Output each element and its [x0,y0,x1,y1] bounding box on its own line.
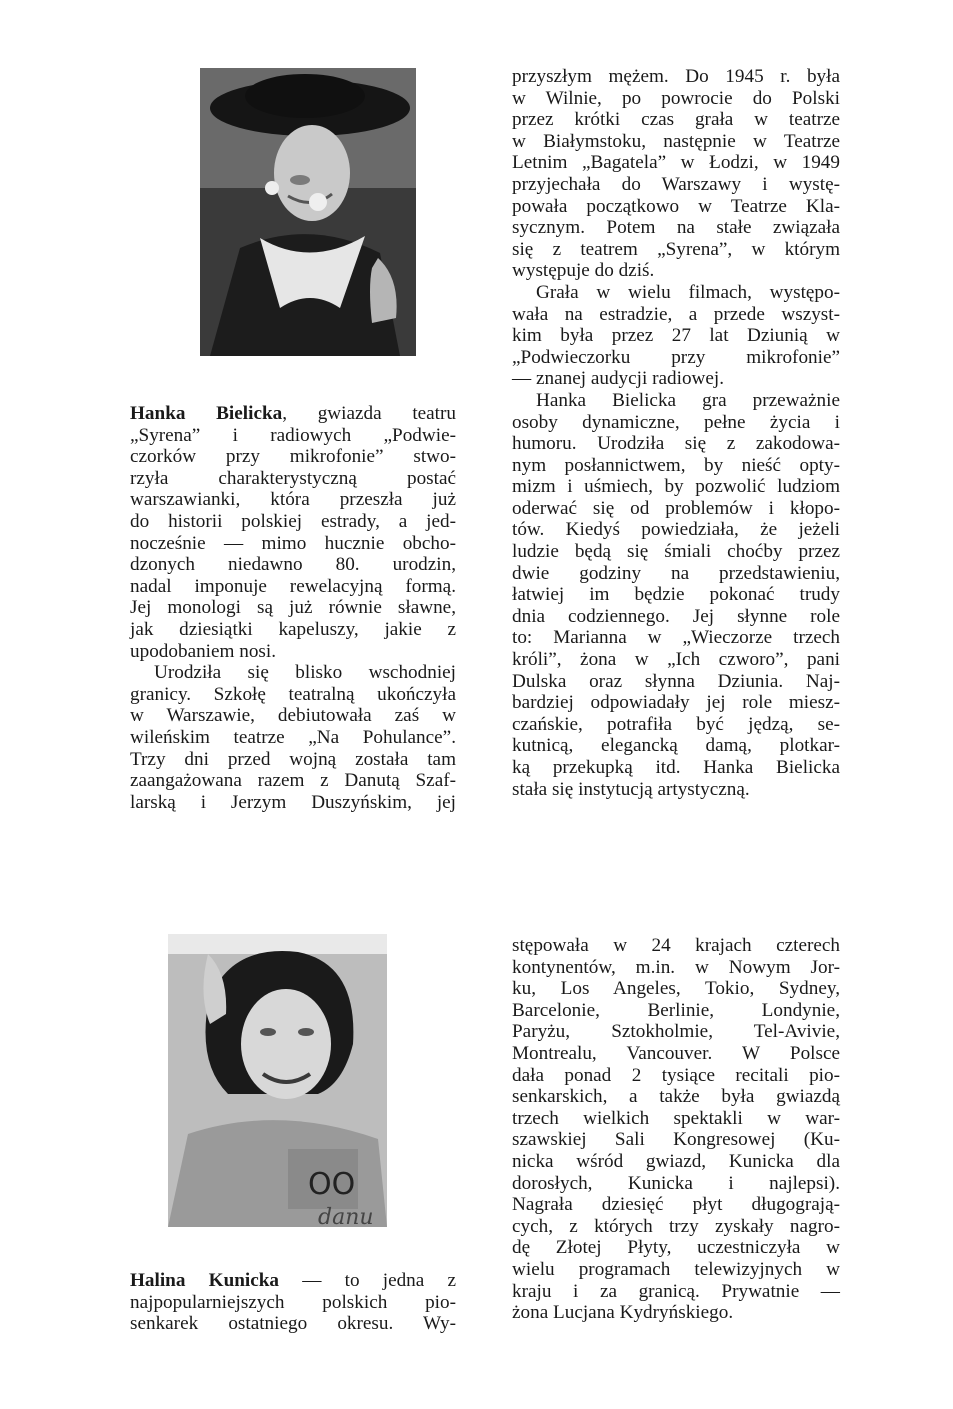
text-line [130,576,456,598]
text-run: Paryżu, Sztokholmie, Tel-Avivie, [512,1021,840,1043]
text-run: przyjechała do Warszawy i wystę- [512,173,840,195]
text-run: Nagrała dziesięć płyt długograją- [512,1194,840,1216]
text-line [512,131,840,153]
text-run: Urodziła się blisko wschodniej [154,662,456,684]
text-run: dnia codziennego. Jej słynne role [512,605,840,627]
text-run: dwie godziny na przedstawieniu, [512,562,840,584]
text-line [130,446,456,468]
text-line [512,498,840,520]
text-line [130,511,456,533]
text-line [512,1086,840,1108]
text-line [512,957,840,979]
text-line [512,455,840,477]
text-run: oderwać się od problemów i kłopo- [512,497,840,519]
text-run: Dulska oraz słynna Dziunia. Naj- [512,670,840,692]
text-run: to: Marianna w „Wieczorze trzech [512,627,840,649]
text-line [512,1151,840,1173]
text-line [512,649,840,671]
text-line [512,1129,840,1151]
text-line [130,425,456,447]
text-line [130,597,456,619]
text-run: — to jedna z [279,1270,456,1291]
text-line [130,533,456,555]
text-run: szawskiej Sali Kongresowej (Ku- [512,1129,840,1151]
text-line [130,770,456,792]
text-line [512,714,840,736]
portrait-photo-icon [200,68,416,356]
text-line [512,671,840,693]
portrait-photo-halina-kunicka [168,934,387,1227]
text-run: senkarek ostatniego okresu. Wy- [130,1313,456,1335]
text-line [130,662,456,684]
text-line [512,368,840,390]
text-run: kontynentów, m.in. w Nowym Jor- [512,956,840,978]
text-line [512,978,840,1000]
text-line [512,433,840,455]
article-column-2-right [512,935,840,1324]
text-run: łatwiej im będzie pokonać trudy [512,584,840,606]
text-run: żona Lucjana Kydryńskiego. [512,1302,734,1324]
text-run: czorków przy mikrofonie” stwo- [130,446,456,468]
text-run: humoru. Urodziła się z zakodowa- [512,433,840,455]
text-line [130,554,456,576]
text-run: dorosłych, Kunicka i najlepsi). [512,1172,840,1194]
text-run: Jej monologi są już równie sławne, [130,597,456,619]
text-line [512,627,840,649]
text-line [512,1173,840,1195]
text-run: kutnicą, elegancką damą, plotkar- [512,735,840,757]
text-run: jak dziesiątki kapeluszy, jakie z [130,618,456,640]
text-line [130,749,456,771]
article-column-2-left [130,1270,456,1335]
article-column-1-right [512,66,840,800]
text-line [512,476,840,498]
text-run: rzyła charakterystyczną postać [130,467,456,489]
text-line [512,109,840,131]
text-line [512,1000,840,1022]
text-line [512,390,840,412]
text-line [512,239,840,261]
portrait-photo-hanka-bielicka [200,68,416,356]
text-run: w Wilnie, po powrocie do Polski [512,87,840,109]
text-line [130,619,456,641]
text-run: przyszłym mężem. Do 1945 r. była [512,66,840,87]
text-run: mizm i uśmiech, by pozwolić ludziom [512,476,840,498]
text-line [130,1292,456,1314]
text-line [512,260,840,282]
text-run: zaangażowana razem z Danutą Szaf- [130,770,456,792]
text-line [130,727,456,749]
text-run: powała początkowo w Teatrze Kla- [512,195,840,217]
text-run: granicy. Szkołę teatralną ukończyła [130,683,456,705]
text-line [512,196,840,218]
text-line [130,489,456,511]
text-run: stała się instytucją artystyczną. [512,778,750,800]
text-run: stępowała w 24 krajach czterech [512,935,840,956]
text-line [512,1043,840,1065]
text-line [130,1270,456,1292]
text-run: nocześnie — mimo hucznie obcho- [130,532,456,554]
text-run: nadal imponuje rewelacyjną formą. [130,575,456,597]
text-run: larską i Jerzym Duszyńskim, jej [130,791,456,813]
text-line [512,519,840,541]
text-run: czańskie, potrafiła być jędzą, se- [512,713,840,735]
text-line [512,347,840,369]
text-line [512,779,840,801]
text-line [512,282,840,304]
svg-text:OO: OO [308,1167,356,1202]
text-run: wileńskim teatrze „Na Pohulance”. [130,726,456,748]
text-line [512,66,840,88]
text-run: się z teatrem „Syrena”, w którym [512,238,840,260]
svg-text:danu: danu [318,1205,374,1227]
text-run: Grała w wielu filmach, występo- [536,281,840,303]
text-line [130,684,456,706]
text-line [130,468,456,490]
text-line [512,1194,840,1216]
text-run: wała na estradzie, a przede wszyst- [512,303,840,325]
text-run: kim była przez 27 lat Dziunią w [512,325,840,347]
text-run: tów. Kiedyś powiedziała, że jeżeli [512,519,840,541]
text-line [512,174,840,196]
text-line [512,1065,840,1087]
text-run: występuje do dziś. [512,260,655,282]
text-line [512,935,840,957]
text-run: sycznym. Potem na stałe związała [512,217,840,239]
text-run: ku, Los Angeles, Tokio, Sydney, [512,978,840,1000]
text-line [130,403,456,425]
text-line [512,1259,840,1281]
text-line [512,584,840,606]
text-run: — znanej audycji radiowej. [512,368,725,390]
text-line [130,641,456,663]
text-line [130,705,456,727]
portrait-photo-icon [168,934,387,1227]
text-run: „Podwieczorku przy mikrofonie” [512,346,840,368]
text-line [512,152,840,174]
text-run: senkarskich, a także była gwiazdą [512,1086,840,1108]
text-run: Barcelonie, Berlinie, Londynie, [512,999,840,1021]
text-run: w Warszawie, debiutowała zaś w [130,705,456,727]
text-line [130,792,456,814]
text-run: dzonych niedawno 80. urodzin, [130,554,456,576]
text-run: w Białymstoku, następnie w Teatrze [512,130,840,152]
text-run: Letnim „Bagatela” w Łodzi, w 1949 [512,152,840,174]
text-line [512,304,840,326]
text-line [512,541,840,563]
text-run: bardziej odpowiadały jej role miesz- [512,692,840,714]
text-run: ką przekupką itd. Hanka Bielicka [512,757,840,778]
text-line [512,88,840,110]
text-line [512,757,840,779]
text-run: wielu programach telewizyjnych w [512,1258,840,1280]
text-line [512,1216,840,1238]
text-run: trzech wielkich spektakli w war- [512,1107,840,1129]
text-line [512,735,840,757]
text-run: Montrealu, Vancouver. W Polsce [512,1042,840,1064]
text-line [512,1281,840,1303]
text-line [512,217,840,239]
text-run: osoby dynamiczne, pełne życia i [512,411,840,433]
text-run: „Syrena” i radiowych „Podwie- [130,424,456,446]
text-line [512,1108,840,1130]
text-run: do historii polskiej estrady, a jed- [130,510,456,532]
text-run: nym posłannictwem, by nieść opty- [512,454,840,476]
text-line [130,1313,456,1335]
text-run: Hanka Bielicka gra przeważnie [536,389,840,411]
text-run: dę Złotej Płyty, uczestniczyła w [512,1237,840,1259]
text-run: warszawianki, która przeszła już [130,489,456,511]
text-line [512,1237,840,1259]
text-run: najpopularniejszych polskich pio- [130,1291,456,1313]
text-run: dała ponad 2 tysiące recitali pio- [512,1064,840,1086]
text-line [512,606,840,628]
text-run: króli”, żona w „Ich czworo”, pani [512,649,840,671]
text-run: cych, z których trzy zyskały nagro- [512,1215,840,1237]
text-run: kraju i za granicą. Prywatnie — [512,1280,840,1302]
text-line [512,412,840,434]
text-line [512,1021,840,1043]
text-line [512,563,840,585]
text-run: Trzy dni przed wojną została tam [130,748,456,770]
text-line [512,325,840,347]
article-column-1-left [130,403,456,813]
text-run: ludzie będą się śmiali choćby przez [512,541,840,563]
text-line [512,692,840,714]
person-name: Hanka Bielicka [130,403,283,424]
text-run: , gwiazda teatru [282,403,456,424]
text-line [512,1302,840,1324]
text-run: upodobaniem nosi. [130,640,277,662]
person-name: Halina Kunicka [130,1270,280,1291]
text-run: nicka wśród gwiazd, Kunicka dla [512,1150,840,1172]
text-run: przez krótki czas grała w teatrze [512,109,840,131]
